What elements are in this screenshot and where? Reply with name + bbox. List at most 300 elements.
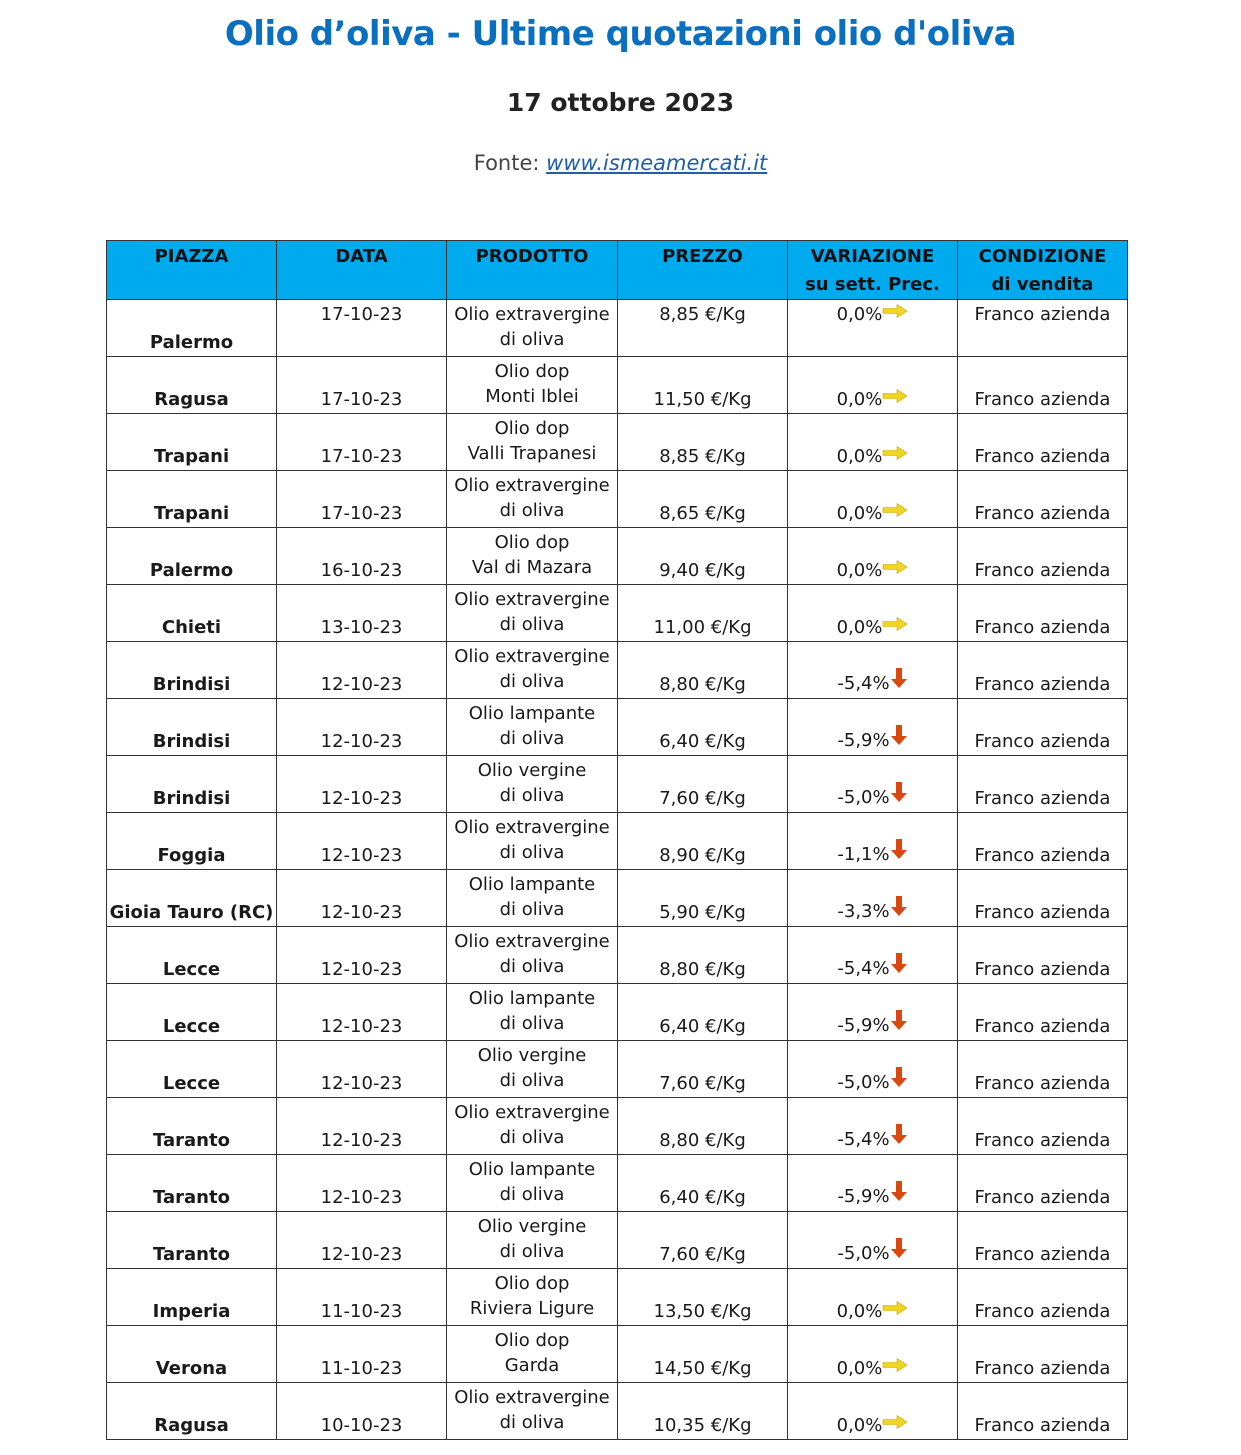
variazione-text: -5,4%	[837, 673, 890, 694]
cell-prodotto	[447, 927, 618, 984]
arrow-down-icon	[890, 1066, 908, 1088]
variazione-text: -5,9%	[837, 1015, 890, 1036]
table-row	[107, 585, 1128, 642]
prodotto-text: Olio extravergine di oliva	[454, 304, 610, 350]
cell-piazza	[107, 813, 277, 870]
variazione-wrap	[788, 673, 957, 695]
prodotto-text: Olio dop Riviera Ligure	[469, 1273, 595, 1319]
cell-data	[277, 471, 447, 528]
cell-prezzo	[618, 1041, 788, 1098]
cell-condizione	[958, 300, 1128, 357]
variazione-wrap	[788, 1358, 957, 1379]
condizione-text: Franco azienda	[974, 788, 1111, 809]
cell-piazza	[107, 1041, 277, 1098]
quotations-table	[106, 240, 1128, 1440]
variazione-wrap	[788, 302, 957, 327]
cell-prodotto	[447, 585, 618, 642]
cell-condizione	[958, 1269, 1128, 1326]
prodotto-text: Olio dop Monti Iblei	[485, 361, 579, 407]
cell-variazione	[788, 984, 958, 1041]
cell-data	[277, 357, 447, 414]
cell-prodotto	[447, 357, 618, 414]
arrow-down-icon	[890, 952, 908, 974]
variazione-text: -5,9%	[837, 1186, 890, 1207]
piazza-text: Palermo	[149, 332, 234, 353]
piazza-text: Imperia	[152, 1301, 231, 1322]
prezzo-text: 8,90 €/Kg	[659, 845, 746, 866]
table-row	[107, 927, 1128, 984]
cell-variazione	[788, 300, 958, 357]
prezzo-text: 6,40 €/Kg	[659, 731, 746, 752]
prezzo-text: 10,35 €/Kg	[653, 1415, 752, 1436]
cell-variazione	[788, 1041, 958, 1098]
cell-variazione	[788, 756, 958, 813]
data-text: 17-10-23	[320, 389, 403, 410]
piazza-text: Trapani	[153, 503, 230, 524]
cell-piazza	[107, 756, 277, 813]
table-row	[107, 300, 1128, 357]
cell-piazza	[107, 1326, 277, 1383]
table-row	[107, 471, 1128, 528]
variazione-wrap	[788, 787, 957, 809]
cell-prezzo	[618, 585, 788, 642]
table-row	[107, 642, 1128, 699]
cell-prodotto	[447, 699, 618, 756]
data-text: 12-10-23	[320, 902, 403, 923]
cell-variazione	[788, 1098, 958, 1155]
prodotto-text: Olio lampante di oliva	[468, 703, 596, 749]
arrow-right-icon	[882, 503, 908, 517]
cell-prezzo	[618, 357, 788, 414]
table-row	[107, 756, 1128, 813]
cell-prezzo	[618, 870, 788, 927]
cell-variazione	[788, 528, 958, 585]
data-text: 12-10-23	[320, 788, 403, 809]
cell-prodotto	[447, 300, 618, 357]
variazione-wrap	[788, 617, 957, 638]
cell-variazione	[788, 927, 958, 984]
column-header-piazza: PIAZZA	[107, 241, 277, 300]
cell-prodotto	[447, 1041, 618, 1098]
data-text: 12-10-23	[320, 845, 403, 866]
condizione-text: Franco azienda	[974, 674, 1111, 695]
prodotto-text: Olio vergine di oliva	[477, 1045, 587, 1091]
cell-condizione	[958, 471, 1128, 528]
table-row	[107, 1155, 1128, 1212]
cell-condizione	[958, 984, 1128, 1041]
cell-prezzo	[618, 1326, 788, 1383]
data-text: 17-10-23	[320, 304, 403, 325]
piazza-text: Trapani	[153, 446, 230, 467]
cell-variazione	[788, 699, 958, 756]
arrow-down-icon	[890, 1123, 908, 1145]
prodotto-text: Olio lampante di oliva	[468, 988, 596, 1034]
condizione-text: Franco azienda	[974, 1187, 1111, 1208]
cell-condizione	[958, 1155, 1128, 1212]
cell-prezzo	[618, 471, 788, 528]
variazione-wrap	[788, 1243, 957, 1265]
arrow-right-icon	[882, 389, 908, 403]
prodotto-text: Olio vergine di oliva	[477, 1216, 587, 1262]
cell-data	[277, 1383, 447, 1440]
data-text: 17-10-23	[320, 446, 403, 467]
cell-piazza	[107, 927, 277, 984]
cell-data	[277, 1269, 447, 1326]
cell-condizione	[958, 1098, 1128, 1155]
piazza-text: Lecce	[162, 959, 221, 980]
arrow-right-icon	[882, 617, 908, 631]
prezzo-text: 13,50 €/Kg	[653, 1301, 752, 1322]
condizione-text: Franco azienda	[974, 560, 1111, 581]
cell-prezzo	[618, 1269, 788, 1326]
variazione-text: -5,0%	[837, 1072, 890, 1093]
variazione-text: 0,0%	[836, 446, 883, 467]
cell-data	[277, 1098, 447, 1155]
table-row	[107, 870, 1128, 927]
variazione-text: 0,0%	[836, 617, 883, 638]
cell-data	[277, 699, 447, 756]
column-header-prodotto: PRODOTTO	[447, 241, 618, 300]
table-row	[107, 699, 1128, 756]
cell-condizione	[958, 927, 1128, 984]
cell-prodotto	[447, 1212, 618, 1269]
variazione-text: -1,1%	[837, 844, 890, 865]
cell-prodotto	[447, 813, 618, 870]
variazione-wrap	[788, 844, 957, 866]
cell-prodotto	[447, 1383, 618, 1440]
piazza-text: Palermo	[149, 560, 234, 581]
arrow-right-icon	[882, 1301, 908, 1315]
data-text: 11-10-23	[320, 1301, 403, 1322]
condizione-text: Franco azienda	[974, 1301, 1111, 1322]
cell-data	[277, 756, 447, 813]
cell-variazione	[788, 357, 958, 414]
table-row	[107, 1041, 1128, 1098]
cell-prezzo	[618, 984, 788, 1041]
cell-data	[277, 927, 447, 984]
prodotto-text: Olio extravergine di oliva	[454, 931, 610, 977]
cell-prezzo	[618, 300, 788, 357]
cell-piazza	[107, 1098, 277, 1155]
data-text: 17-10-23	[320, 503, 403, 524]
table-row	[107, 1269, 1128, 1326]
variazione-text: -5,4%	[837, 958, 890, 979]
arrow-down-icon	[890, 1237, 908, 1259]
table-row	[107, 357, 1128, 414]
cell-prodotto	[447, 1326, 618, 1383]
table-row	[107, 414, 1128, 471]
cell-prodotto	[447, 984, 618, 1041]
variazione-wrap	[788, 1186, 957, 1208]
source-line	[0, 151, 1241, 175]
prezzo-text: 8,65 €/Kg	[659, 503, 746, 524]
cell-variazione	[788, 1383, 958, 1440]
cell-variazione	[788, 471, 958, 528]
variazione-text: 0,0%	[836, 1358, 883, 1379]
cell-variazione	[788, 870, 958, 927]
arrow-down-icon	[890, 724, 908, 746]
piazza-text: Chieti	[161, 617, 222, 638]
column-header-variazione: VARIAZIONE su sett. Prec.	[788, 241, 958, 300]
cell-condizione	[958, 528, 1128, 585]
cell-prodotto	[447, 414, 618, 471]
column-header-prezzo: PREZZO	[618, 241, 788, 300]
piazza-text: Lecce	[162, 1073, 221, 1094]
condizione-text: Franco azienda	[974, 1244, 1111, 1265]
piazza-text: Brindisi	[152, 674, 231, 695]
arrow-down-icon	[890, 1180, 908, 1202]
cell-prodotto	[447, 642, 618, 699]
cell-data	[277, 642, 447, 699]
cell-condizione	[958, 357, 1128, 414]
condizione-text: Franco azienda	[974, 1415, 1111, 1436]
cell-piazza	[107, 1212, 277, 1269]
variazione-wrap	[788, 901, 957, 923]
prezzo-text: 5,90 €/Kg	[659, 902, 746, 923]
cell-prezzo	[618, 927, 788, 984]
variazione-text: 0,0%	[836, 1415, 883, 1436]
cell-prezzo	[618, 699, 788, 756]
cell-prodotto	[447, 528, 618, 585]
prezzo-text: 8,80 €/Kg	[659, 959, 746, 980]
data-text: 12-10-23	[320, 731, 403, 752]
data-text: 13-10-23	[320, 617, 403, 638]
arrow-right-icon	[882, 446, 908, 460]
variazione-wrap	[788, 1415, 957, 1436]
variazione-wrap	[788, 1301, 957, 1322]
variazione-text: 0,0%	[836, 389, 883, 410]
variazione-wrap	[788, 1015, 957, 1037]
data-text: 12-10-23	[320, 1187, 403, 1208]
cell-prezzo	[618, 1212, 788, 1269]
piazza-text: Taranto	[153, 1130, 230, 1151]
condizione-text: Franco azienda	[974, 902, 1111, 923]
prezzo-text: 8,80 €/Kg	[659, 1130, 746, 1151]
variazione-text: 0,0%	[836, 503, 883, 524]
piazza-text: Lecce	[162, 1016, 221, 1037]
prezzo-text: 8,85 €/Kg	[659, 304, 746, 325]
arrow-down-icon	[890, 781, 908, 803]
condizione-text: Franco azienda	[974, 1073, 1111, 1094]
prezzo-text: 14,50 €/Kg	[653, 1358, 752, 1379]
piazza-text: Brindisi	[152, 731, 231, 752]
cell-prezzo	[618, 528, 788, 585]
piazza-text: Gioia Tauro (RC)	[109, 902, 274, 923]
data-text: 12-10-23	[320, 1016, 403, 1037]
piazza-text: Brindisi	[152, 788, 231, 809]
cell-prodotto	[447, 756, 618, 813]
data-text: 10-10-23	[320, 1415, 403, 1436]
cell-prodotto	[447, 1155, 618, 1212]
arrow-down-icon	[890, 838, 908, 860]
prezzo-text: 6,40 €/Kg	[659, 1187, 746, 1208]
cell-variazione	[788, 813, 958, 870]
condizione-text: Franco azienda	[974, 1130, 1111, 1151]
cell-prodotto	[447, 1098, 618, 1155]
arrow-right-icon	[882, 1415, 908, 1429]
cell-prodotto	[447, 1269, 618, 1326]
cell-piazza	[107, 300, 277, 357]
cell-condizione	[958, 1326, 1128, 1383]
cell-data	[277, 1155, 447, 1212]
variazione-text: 0,0%	[836, 1301, 883, 1322]
cell-piazza	[107, 357, 277, 414]
cell-condizione	[958, 1383, 1128, 1440]
data-text: 11-10-23	[320, 1358, 403, 1379]
cell-condizione	[958, 870, 1128, 927]
column-header-data: DATA	[277, 241, 447, 300]
piazza-text: Taranto	[153, 1187, 230, 1208]
prodotto-text: Olio lampante di oliva	[468, 1159, 596, 1205]
variazione-wrap	[788, 958, 957, 980]
cell-piazza	[107, 642, 277, 699]
page-title: Olio d’oliva - Ultime quotazioni olio d'oliva	[224, 14, 1017, 54]
prezzo-text: 6,40 €/Kg	[659, 1016, 746, 1037]
cell-prezzo	[618, 756, 788, 813]
cell-prezzo	[618, 1383, 788, 1440]
variazione-text: 0,0%	[836, 304, 883, 325]
variazione-text: -5,9%	[837, 730, 890, 751]
prezzo-text: 8,85 €/Kg	[659, 446, 746, 467]
condizione-text: Franco azienda	[974, 845, 1111, 866]
cell-data	[277, 870, 447, 927]
variazione-text: -5,0%	[837, 1243, 890, 1264]
cell-prezzo	[618, 642, 788, 699]
cell-condizione	[958, 1041, 1128, 1098]
cell-piazza	[107, 1269, 277, 1326]
condizione-text: Franco azienda	[974, 617, 1111, 638]
variazione-wrap	[788, 730, 957, 752]
condizione-text: Franco azienda	[974, 389, 1111, 410]
table-row	[107, 528, 1128, 585]
table-row	[107, 1212, 1128, 1269]
variazione-text: 0,0%	[836, 560, 883, 581]
table-header-row	[107, 241, 1128, 300]
cell-data	[277, 1041, 447, 1098]
prodotto-text: Olio dop Valli Trapanesi	[467, 418, 597, 464]
data-text: 16-10-23	[320, 560, 403, 581]
variazione-wrap	[788, 560, 957, 581]
cell-piazza	[107, 699, 277, 756]
prodotto-text: Olio extravergine di oliva	[454, 1102, 610, 1148]
arrow-down-icon	[890, 895, 908, 917]
prodotto-text: Olio extravergine di oliva	[454, 646, 610, 692]
arrow-right-icon	[882, 304, 908, 318]
data-text: 12-10-23	[320, 674, 403, 695]
cell-variazione	[788, 1326, 958, 1383]
table-row	[107, 1383, 1128, 1440]
prezzo-text: 7,60 €/Kg	[659, 1073, 746, 1094]
data-text: 12-10-23	[320, 1073, 403, 1094]
variazione-wrap	[788, 389, 957, 410]
cell-piazza	[107, 414, 277, 471]
report-date: 17 ottobre 2023	[506, 88, 735, 117]
condizione-text: Franco azienda	[974, 446, 1111, 467]
source-link[interactable]: www.ismeamercati.it	[546, 151, 768, 175]
cell-prezzo	[618, 1098, 788, 1155]
variazione-text: -3,3%	[837, 901, 890, 922]
column-header-condizione: CONDIZIONE di vendita	[958, 241, 1128, 300]
cell-variazione	[788, 1212, 958, 1269]
prodotto-text: Olio extravergine di oliva	[454, 589, 610, 635]
data-text: 12-10-23	[320, 1130, 403, 1151]
cell-data	[277, 300, 447, 357]
cell-variazione	[788, 1155, 958, 1212]
condizione-text: Franco azienda	[974, 503, 1111, 524]
variazione-wrap	[788, 1129, 957, 1151]
cell-piazza	[107, 471, 277, 528]
table-row	[107, 1098, 1128, 1155]
cell-prodotto	[447, 870, 618, 927]
prodotto-text: Olio extravergine di oliva	[454, 1387, 610, 1433]
cell-data	[277, 585, 447, 642]
arrow-right-icon	[882, 560, 908, 574]
piazza-text: Foggia	[157, 845, 226, 866]
cell-piazza	[107, 870, 277, 927]
cell-data	[277, 528, 447, 585]
cell-condizione	[958, 699, 1128, 756]
prodotto-text: Olio extravergine di oliva	[454, 475, 610, 521]
data-text: 12-10-23	[320, 1244, 403, 1265]
prodotto-text: Olio lampante di oliva	[468, 874, 596, 920]
arrow-right-icon	[882, 1358, 908, 1372]
cell-data	[277, 1212, 447, 1269]
piazza-text: Taranto	[153, 1244, 230, 1265]
prezzo-text: 11,00 €/Kg	[653, 617, 752, 638]
cell-data	[277, 414, 447, 471]
cell-piazza	[107, 1155, 277, 1212]
cell-piazza	[107, 1383, 277, 1440]
condizione-text: Franco azienda	[974, 959, 1111, 980]
piazza-text: Ragusa	[154, 1415, 229, 1436]
cell-piazza	[107, 528, 277, 585]
prodotto-text: Olio vergine di oliva	[477, 760, 587, 806]
cell-condizione	[958, 813, 1128, 870]
cell-condizione	[958, 414, 1128, 471]
prodotto-text: Olio dop Garda	[494, 1330, 570, 1376]
condizione-text: Franco azienda	[974, 1358, 1111, 1379]
cell-variazione	[788, 642, 958, 699]
cell-piazza	[107, 585, 277, 642]
prodotto-text: Olio dop Val di Mazara	[471, 532, 593, 578]
source-label: Fonte:	[473, 151, 540, 175]
piazza-text: Ragusa	[154, 389, 229, 410]
prezzo-text: 9,40 €/Kg	[659, 560, 746, 581]
piazza-text: Verona	[155, 1358, 228, 1379]
cell-prodotto	[447, 471, 618, 528]
prezzo-text: 7,60 €/Kg	[659, 788, 746, 809]
prodotto-text: Olio extravergine di oliva	[454, 817, 610, 863]
cell-condizione	[958, 1212, 1128, 1269]
condizione-text: Franco azienda	[974, 1016, 1111, 1037]
cell-condizione	[958, 642, 1128, 699]
cell-prezzo	[618, 813, 788, 870]
variazione-wrap	[788, 1072, 957, 1094]
prezzo-text: 8,80 €/Kg	[659, 674, 746, 695]
cell-prezzo	[618, 414, 788, 471]
variazione-text: -5,0%	[837, 787, 890, 808]
cell-condizione	[958, 585, 1128, 642]
variazione-wrap	[788, 503, 957, 524]
table-row	[107, 984, 1128, 1041]
cell-prezzo	[618, 1155, 788, 1212]
cell-variazione	[788, 585, 958, 642]
cell-piazza	[107, 984, 277, 1041]
cell-variazione	[788, 1269, 958, 1326]
cell-variazione	[788, 414, 958, 471]
variazione-wrap	[788, 446, 957, 467]
arrow-down-icon	[890, 1009, 908, 1031]
